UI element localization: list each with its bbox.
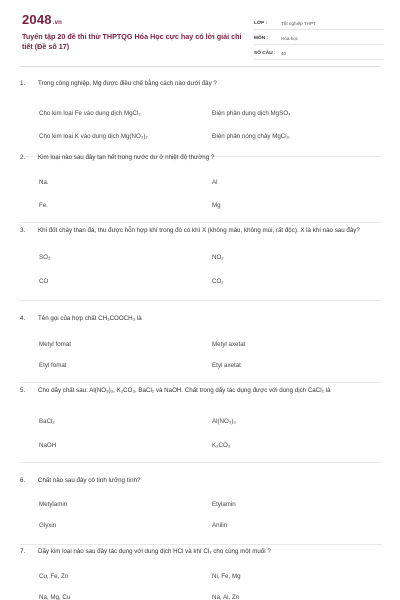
question-6 [20,477,382,548]
question-text [20,548,382,557]
options [20,163,382,225]
option-c[interactable]: Na, Mg, Cu [39,593,71,600]
question-text [20,387,382,396]
option-c[interactable]: Etyl fomat [39,361,67,369]
option-b[interactable]: NO₂ [212,253,224,261]
option-d[interactable]: Anilin [212,521,228,529]
option-c[interactable]: Cho kim loại K vào dung dịch Mg(NO₃)₂ [39,132,148,140]
option-d[interactable]: Na, Al, Zn [212,593,240,600]
option-b[interactable]: Điện phân dung dịch MgSO₄ [212,109,291,117]
question-number: 6. [20,477,26,484]
question-text [20,154,382,163]
option-b[interactable]: Al(NO₃)₃ [212,417,236,425]
document-title: Tuyển tập 20 đề thi thử THPTQG Hóa Học cực hay có lời giải chi tiết (Đề số 17) [22,32,242,51]
document-header [0,0,400,62]
question-body: Kim loại nào sau đây tan hết trong nước dư ở nhiệt độ thường ? [38,154,215,161]
question-number: 5. [20,387,26,394]
option-c[interactable]: NaOH [39,441,57,449]
option-b[interactable]: Etylamin [212,500,236,508]
meta-label: MÔN : [254,35,269,41]
question-divider [20,382,382,383]
option-c[interactable]: Fe. [39,201,48,209]
question-number: 2. [20,154,26,161]
options [20,89,382,151]
question-5 [20,387,382,466]
question-body: Tên gọi của hợp chất CH₃COOCH₃ là [38,315,142,322]
meta-label: LỚP : [254,20,268,26]
option-a[interactable]: Metylamin [39,500,68,508]
meta-row-count [254,47,384,60]
option-b[interactable]: Ni, Fe, Mg [212,572,241,580]
meta-row-class [254,17,384,30]
question-divider [20,300,382,301]
question-2 [20,154,382,225]
question-number: 4. [20,315,26,322]
brand-logo[interactable] [22,12,62,27]
header-divider [20,66,380,67]
meta-value: Tốt nghiệp THPT [281,20,316,26]
question-body: Trong công nghiệp, Mg được điều chế bằng cách nào dưới đây ? [38,80,217,87]
meta-value: Hóa học [281,35,299,41]
question-text [20,315,382,324]
option-b[interactable]: Al [212,178,218,186]
option-a[interactable]: Na. [39,178,49,186]
document-meta [254,17,384,62]
option-c[interactable]: Glyxin [39,521,57,529]
option-d[interactable]: K₂CO₃ [212,441,231,449]
option-b[interactable]: Metyl axetat [212,340,246,348]
question-number: 1. [20,80,26,87]
option-a[interactable]: Cho kim loại Fe vào dung dịch MgCl₂ [39,109,141,117]
option-a[interactable]: Metyl fomat [39,340,71,348]
options [20,486,382,548]
option-d[interactable]: Etyl axetat [212,361,241,369]
question-divider [20,544,382,545]
option-d[interactable]: Mg [212,201,221,209]
question-number: 3. [20,227,26,234]
question-3 [20,227,382,306]
question-7 [20,548,382,600]
meta-row-subject [254,32,384,45]
question-body: Cho dãy chất sau: Al(NO₃)₃, K₂CO₃, BaCl₂ và NaOH. Chất trong dãy tác dụng được với dung dịch CaCl₂ là [38,387,331,394]
question-text [20,477,382,486]
question-body: Chất nào sau đây có tính lưỡng tính? [38,477,141,484]
brand-suffix: .vn [52,20,63,26]
options [20,236,382,306]
question-number: 7. [20,548,26,555]
option-d[interactable]: CO₂ [212,277,224,285]
option-a[interactable]: SO₂ [39,253,51,261]
brand-name: 2048 [22,12,52,27]
question-divider [20,222,382,223]
option-c[interactable]: CO [39,277,49,285]
question-body: Dãy kim loại nào sau đây tác dụng với dung dịch HCl và khí Cl₂ cho cùng một muối ? [38,548,271,555]
options [20,396,382,466]
question-1 [20,80,382,151]
option-a[interactable]: BaCl₂ [39,417,55,425]
option-d[interactable]: Điện phân nóng chảy MgCl₂. [212,132,291,140]
meta-label: SỐ CÂU : [254,50,276,56]
question-text [20,227,382,236]
option-a[interactable]: Cu, Fe, Zn [39,572,69,580]
question-divider [20,462,382,463]
options [20,557,382,600]
question-4 [20,315,382,386]
options [20,324,382,386]
question-text [20,80,382,89]
meta-value: 40 [281,50,287,56]
question-body: Khi đốt cháy than đá, thu được hỗn hợp khí trong đó có khí X (không màu, không mùi, rất độc). X là khí nào sau đây? [38,227,360,234]
